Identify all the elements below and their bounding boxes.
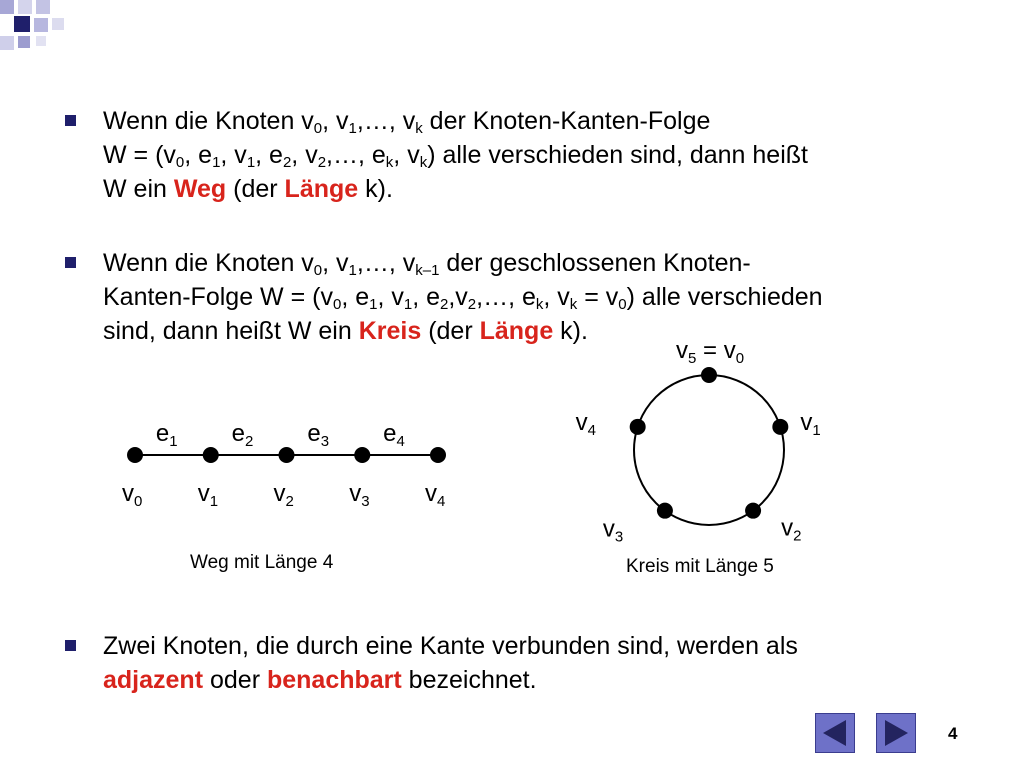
path-vertex — [279, 447, 295, 463]
cycle-vertex — [657, 503, 673, 519]
path-vertex-label: $v_3$ — [349, 480, 370, 510]
path-vertex-label: $v_2$ — [273, 480, 294, 510]
cycle-edge-circle — [634, 375, 784, 525]
highlight-term: Kreis — [358, 317, 422, 345]
text-run: , e — [255, 141, 283, 169]
subscript: k — [385, 154, 394, 171]
path-edge-label: $e_1$ — [155, 420, 178, 450]
cycle-vertex-label: $v_1$ — [800, 408, 821, 439]
path-caption: Weg mit Länge 4 — [190, 552, 334, 573]
cycle-vertex-label: $v_2$ — [781, 514, 802, 545]
subscript: 2 — [467, 296, 477, 313]
subscript: 0 — [618, 296, 627, 313]
text-run: ,…, v — [356, 107, 416, 135]
text-run: ,v — [448, 283, 468, 311]
text-run: , e — [412, 283, 440, 311]
text-run: (der — [421, 317, 480, 345]
subscript: k — [415, 120, 423, 137]
text-run: W = (v — [103, 141, 176, 169]
text-run: bezeichnet. — [401, 666, 537, 694]
subscript: 0 — [332, 296, 342, 313]
highlight-term: Länge — [479, 317, 554, 345]
subscript: 1 — [212, 154, 221, 171]
cycle-vertex-label: $v_3$ — [602, 515, 624, 546]
subscript: k–1 — [415, 262, 440, 279]
subscript: 1 — [369, 296, 378, 313]
text-run: ) alle verschieden — [626, 283, 823, 311]
subscript: 1 — [348, 120, 357, 137]
subscript: 1 — [246, 154, 256, 171]
text-run: oder — [203, 666, 267, 694]
path-graph — [122, 420, 446, 573]
path-vertex-label: $v_0$ — [122, 480, 143, 510]
subscript: 2 — [440, 296, 449, 313]
text-run: k). — [553, 317, 588, 345]
path-vertex-label: $v_4$ — [425, 480, 446, 510]
text-run: = v — [577, 283, 619, 311]
text-run: Wenn die Knoten v — [103, 249, 314, 277]
text-run: , v — [291, 141, 318, 169]
text-run: , v — [322, 107, 349, 135]
subscript: 0 — [313, 262, 323, 279]
cycle-vertex — [630, 419, 646, 435]
subscript: 0 — [313, 120, 323, 137]
highlight-term: adjazent — [103, 666, 204, 694]
path-edge-label: $e_3$ — [307, 420, 330, 450]
cycle-vertex-label: $v_4$ — [575, 408, 597, 439]
path-vertex — [354, 447, 370, 463]
text-run: , v — [377, 283, 404, 311]
text-run: , e — [184, 141, 213, 169]
subscript: 2 — [282, 154, 292, 171]
text-run: , v — [543, 283, 570, 311]
text-run: , v — [322, 249, 349, 277]
path-edge-label: $e_4$ — [383, 420, 405, 450]
text-run: , e — [341, 283, 370, 311]
subscript: 1 — [403, 296, 413, 313]
highlight-term: benachbart — [266, 666, 402, 694]
subscript: k — [569, 296, 578, 313]
cycle-vertex — [701, 367, 717, 383]
arrow-left-icon — [815, 713, 855, 753]
text-run: ,…, e — [326, 141, 386, 169]
subscript: 2 — [317, 154, 327, 171]
text-run: ) alle verschieden sind, dann heißt — [427, 141, 808, 169]
path-vertex — [127, 447, 143, 463]
page-number: 4 — [948, 724, 958, 743]
subscript: k — [419, 154, 428, 171]
text-run: Wenn die Knoten v — [103, 107, 314, 135]
path-vertex-label: $v_1$ — [197, 480, 219, 510]
prev-slide-button[interactable] — [815, 713, 855, 753]
text-run: ,…, v — [356, 249, 416, 277]
arrow-right-icon — [876, 713, 916, 753]
subscript: k — [535, 296, 544, 313]
path-vertex — [203, 447, 219, 463]
subscript: 1 — [348, 262, 357, 279]
text-run: (der — [226, 175, 285, 203]
highlight-term: Weg — [173, 175, 227, 203]
text-run: der Knoten-Kanten-Folge — [422, 107, 711, 135]
subscript: 0 — [175, 154, 185, 171]
next-slide-button[interactable] — [876, 713, 916, 753]
cycle-caption: Kreis mit Länge 5 — [626, 556, 774, 577]
highlight-term: Länge — [284, 175, 359, 203]
cycle-graph — [576, 337, 821, 577]
text-run: Zwei Knoten, die durch eine Kante verbunden sind, werden als — [103, 632, 798, 660]
text-run: der geschlossenen Knoten- — [439, 249, 751, 277]
cycle-vertex — [772, 419, 788, 435]
path-vertex — [430, 447, 446, 463]
cycle-vertex — [745, 503, 761, 519]
text-run: Kanten-Folge W = (v — [103, 283, 333, 311]
text-run: , v — [220, 141, 247, 169]
cycle-vertex-label: $v_5 = v_0$ — [676, 337, 745, 367]
text-run: , v — [393, 141, 420, 169]
text-run: ,…, e — [476, 283, 536, 311]
text-run: W ein — [103, 175, 174, 203]
text-run: k). — [358, 175, 393, 203]
path-edge-label: $e_2$ — [231, 420, 254, 450]
text-run: sind, dann heißt W ein — [103, 317, 359, 345]
